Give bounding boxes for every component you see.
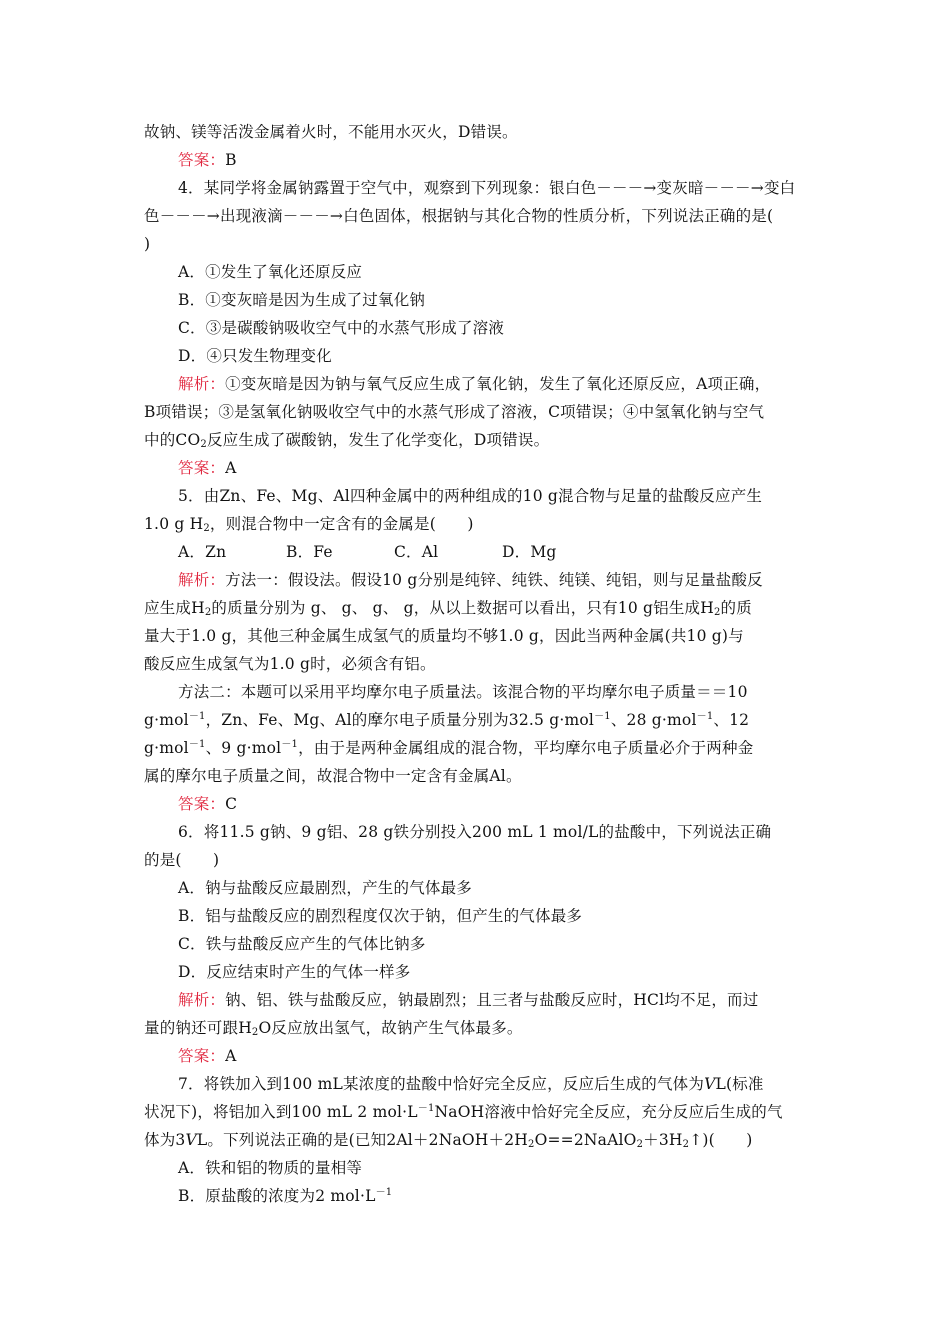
superscript: －1 [696, 711, 714, 722]
method-two-text: 方法二：本题可以采用平均摩尔电子质量法。该混合物的平均摩尔电子质量＝＝10 [178, 683, 748, 701]
analysis-text: B项错误；③是氢氧化钠吸收空气中的水蒸气形成了溶液，C项错误；④中氢氧化钠与空气 [144, 403, 765, 421]
analysis-label: 解析： [178, 991, 226, 1009]
options-row [178, 542, 610, 562]
option-c: C．Al [394, 543, 439, 561]
option-b [178, 1186, 392, 1206]
question-5-stem-cont [144, 514, 474, 534]
analysis-text: 量大于1.0 g，其他三种金属生成氢气的质量均不够1.0 g，因此当两种金属(共10 g)与 [144, 627, 744, 645]
analysis-text: 方法一：假设法。假设10 g分别是纯锌、纯铁、纯镁、纯铝，则与足量盐酸反 [225, 571, 763, 589]
answer-value: A [225, 1047, 237, 1065]
subscript: 2 [528, 1139, 535, 1150]
answer-label: 答案： [178, 795, 226, 813]
analysis-text: 钠、铝、铁与盐酸反应，钠最剧烈；且三者与盐酸反应时，HCl均不足，而过 [225, 991, 759, 1009]
question-4-stem-end: ) [144, 235, 151, 253]
analysis-line [178, 374, 770, 394]
variable-v: V [704, 1075, 716, 1093]
text-part: O==2NaAlO [534, 1131, 637, 1149]
text-part: 、9 g·mol [205, 739, 282, 757]
method-two-text: 属的摩尔电子质量之间，故混合物中一定含有金属Al。 [144, 767, 522, 785]
text-part: 的质 [720, 599, 752, 617]
text-part: 中的CO [144, 431, 201, 449]
answer-line [178, 794, 237, 814]
text-part: 体为3 [144, 1131, 186, 1149]
text-part: g·mol [144, 711, 189, 729]
question-4-stem-cont: 色－－－→出现液滴－－－→白色固体，根据钠与其化合物的性质分析，下列说法正确的是( [144, 207, 774, 225]
text-part: ＋3H [643, 1131, 683, 1149]
method-two-text [144, 738, 753, 758]
text-part: 、12 [713, 711, 750, 729]
text-part: B．原盐酸的浓度为2 mol·L [178, 1187, 376, 1205]
text-part: 应生成H [144, 599, 205, 617]
text-part: ，由于是两种金属组成的混合物，平均摩尔电子质量必介于两种金 [298, 739, 754, 757]
analysis-text [144, 1018, 523, 1038]
analysis-line [178, 990, 758, 1010]
analysis-text [144, 598, 752, 618]
question-5-stem: 5．由Zn、Fe、Mg、Al四种金属中的两种组成的10 g混合物与足量的盐酸反应产生 [178, 487, 763, 505]
option-d: D．Mg [502, 543, 557, 561]
question-7-stem-cont [144, 1102, 783, 1122]
answer-value: A [225, 459, 237, 477]
text-part: O反应放出氢气，故钠产生气体最多。 [258, 1019, 523, 1037]
question-4-stem: 4．某同学将金属钠露置于空气中，观察到下列现象：银白色－－－→变灰暗－－－→变白 [178, 179, 796, 197]
analysis-label: 解析： [178, 375, 226, 393]
superscript: －1 [188, 739, 206, 750]
option-b: B．铝与盐酸反应的剧烈程度仅次于钠，但产生的气体最多 [178, 907, 583, 925]
answer-line [178, 1046, 237, 1066]
subscript: 2 [251, 1027, 259, 1038]
variable-v: V [185, 1131, 197, 1149]
subscript: 2 [204, 607, 212, 618]
superscript: －1 [417, 1103, 435, 1114]
question-6-stem: 6．将11.5 g钠、9 g铝、28 g铁分别投入200 mL 1 mol/L的盐酸中，下列说法正确 [178, 823, 772, 841]
answer-line [178, 458, 237, 478]
analysis-line [178, 570, 763, 590]
text-part: L(标准 [715, 1075, 764, 1093]
text-part: 反应生成了碳酸钠，发生了化学变化，D项错误。 [206, 431, 550, 449]
text-part: 量的钠还可跟H [144, 1019, 252, 1037]
text-part: ，则混合物中一定含有的金属是( ) [209, 515, 474, 533]
superscript: －1 [188, 711, 206, 722]
method-two-text [144, 710, 749, 730]
subscript: 2 [636, 1139, 644, 1150]
answer-value: B [225, 151, 237, 169]
option-b: B．①变灰暗是因为生成了过氧化钠 [178, 291, 426, 309]
answer-label: 答案： [178, 459, 226, 477]
option-a: A．①发生了氧化还原反应 [178, 263, 363, 281]
subscript: 2 [200, 439, 207, 450]
answer-label: 答案： [178, 151, 226, 169]
subscript: 2 [682, 1139, 690, 1150]
text-part: g·mol [144, 739, 189, 757]
subscript: 2 [203, 523, 210, 534]
text-line: 故钠、镁等活泼金属着火时，不能用水灭火，D错误。 [144, 123, 518, 141]
option-a: A．Zn [178, 543, 227, 561]
text-part: NaOH溶液中恰好完全反应，充分反应后生成的气 [434, 1103, 783, 1121]
analysis-label: 解析： [178, 571, 226, 589]
text-part: 状况下)，将铝加入到100 mL 2 mol·L [144, 1103, 418, 1121]
answer-line [178, 150, 237, 170]
option-a: A．钠与盐酸反应最剧烈，产生的气体最多 [178, 879, 472, 897]
superscript: －1 [375, 1187, 393, 1198]
answer-label: 答案： [178, 1047, 226, 1065]
superscript: －1 [281, 739, 299, 750]
option-b: B．Fe [286, 543, 333, 561]
text-part: L。下列说法正确的是(已知2Al＋2NaOH＋2H [196, 1131, 528, 1149]
analysis-text [144, 430, 549, 450]
superscript: －1 [594, 711, 611, 722]
analysis-text: ①变灰暗是因为钠与氧气反应生成了氧化钠，发生了氧化还原反应，A项正确， [225, 375, 771, 393]
option-c: C．③是碳酸钠吸收空气中的水蒸气形成了溶液 [178, 319, 505, 337]
text-part: 7．将铁加入到100 mL某浓度的盐酸中恰好完全反应，反应后生成的气体为 [178, 1075, 705, 1093]
answer-value: C [225, 795, 238, 813]
analysis-text: 酸反应生成氢气为1.0 g时，必须含有铝。 [144, 655, 436, 673]
question-7-stem [178, 1074, 764, 1094]
option-d: D．④只发生物理变化 [178, 347, 332, 365]
text-part: ，Zn、Fe、Mg、Al的摩尔电子质量分别为32.5 g·mol [205, 711, 595, 729]
question-6-stem-cont: 的是( ) [144, 851, 220, 869]
question-7-stem-cont [144, 1130, 753, 1150]
subscript: 2 [713, 607, 721, 618]
text-part: 、28 g·mol [610, 711, 697, 729]
option-c: C．铁与盐酸反应产生的气体比钠多 [178, 935, 426, 953]
text-part: 的质量分别为 g、 g、 g、 g，从以上数据可以看出，只有10 g铝生成H [211, 599, 714, 617]
option-a: A．铁和铝的物质的量相等 [178, 1159, 363, 1177]
text-part: ↑)( ) [689, 1131, 753, 1149]
text-part: 1.0 g H [144, 515, 204, 533]
option-d: D．反应结束时产生的气体一样多 [178, 963, 411, 981]
